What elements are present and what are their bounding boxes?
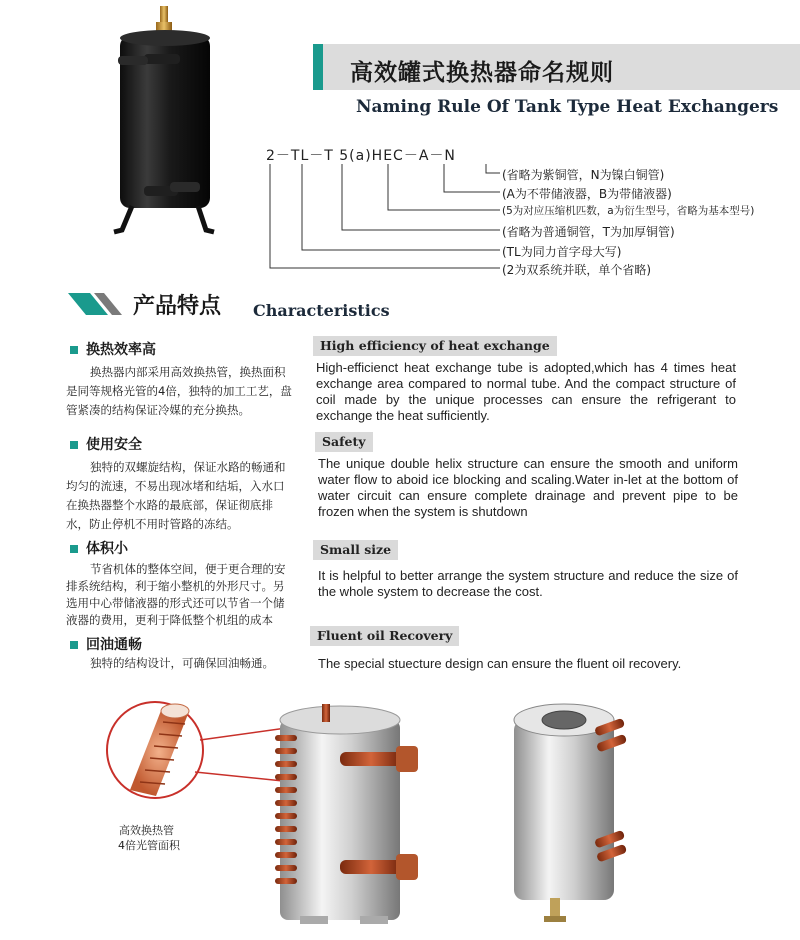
model-code: 2－TL－T 5(a)HEC－A－N	[266, 148, 456, 164]
section-body-cn: 节省机体的整体空间，便于更合理的安排系统结构，利于缩小整机的外形尺寸。另选用中心带储液器的形式还可以节省一个储液器的费用，更利于降低整个机组的成本	[66, 562, 286, 627]
characteristics-title-en: Characteristics	[253, 301, 390, 320]
section-title-cn: 使用安全	[86, 437, 142, 453]
naming-note: (2为双系统并联，单个省略)	[502, 263, 651, 277]
naming-note: (省略为紫铜管，N为镍白铜管)	[502, 168, 665, 182]
section-label-en: High efficiency of heat exchange	[313, 336, 557, 356]
naming-note: (TL为同力首字母大写)	[502, 245, 622, 259]
naming-note: (5为对应压缩机匹数，a为衍生型号，省略为基本型号)	[502, 205, 755, 217]
page-title-en: Naming Rule Of Tank Type Heat Exchangers	[356, 97, 779, 117]
naming-note: (省略为普通铜管，T为加厚铜管)	[502, 225, 675, 239]
section-body-en: High-efficienct heat exchange tube is adopted,which has 4 times heat exchange area compared to normal tube. And the compact structure of coil made by the unique processes can ensure the refrigerant to exchange the heat sufficiently.	[316, 360, 736, 423]
tube-caption-line2: 4倍光管面积	[118, 839, 180, 852]
section-body-cn: 独特的结构设计，可确保回油畅通。	[90, 656, 274, 670]
section-body-en: The special stuecture design can ensure the fluent oil recovery.	[318, 656, 682, 671]
section-bullet	[70, 641, 78, 649]
page-title-cn: 高效罐式换热器命名规则	[350, 60, 614, 86]
section-bullet	[70, 441, 78, 449]
coil-heat-exchanger-illustration	[275, 704, 418, 924]
characteristics-decor-icon	[68, 293, 126, 315]
section-label-en: Fluent oil Recovery	[310, 626, 459, 646]
section-body-en: The unique double helix structure can ensure the smooth and uniform water flow to aboid ice blocking and scaling.Water in-let at the bottom of water circuit can ensure complete drainage and prevent pipe to be frozen when the system is shutdown	[318, 456, 738, 519]
section-title-cn: 体积小	[86, 541, 128, 557]
section-body-cn: 换热器内部采用高效换热管，换热面积是同等规格光管的4倍，独特的加工工艺，盘管紧凑的结构保证冷媒的充分换热。	[66, 365, 292, 417]
characteristics-title-cn: 产品特点	[133, 294, 222, 319]
section-title-cn: 回油通畅	[86, 637, 142, 653]
section-label-en: Small size	[313, 540, 398, 560]
naming-bracket-lines	[0, 0, 800, 300]
naming-note: (A为不带储液器，B为带储液器)	[502, 187, 672, 201]
tube-caption-line1: 高效换热管	[119, 824, 174, 837]
section-bullet	[70, 346, 78, 354]
section-bullet	[70, 545, 78, 553]
section-body-cn: 独特的双螺旋结构，保证水路的畅通和均匀的流速，不易出现冰堵和结垢，入水口在换热器整个水路的最底部，保证彻底排水，防止停机不用时管路的冻结。	[66, 460, 286, 531]
tank-heat-exchanger-illustration	[514, 704, 627, 922]
section-label-en: Safety	[315, 432, 373, 452]
section-title-cn: 换热效率高	[86, 342, 156, 358]
section-body-en: It is helpful to better arrange the system structure and reduce the size of the whole system to decrease the cost.	[318, 568, 738, 599]
bottom-illustrations	[100, 690, 800, 940]
